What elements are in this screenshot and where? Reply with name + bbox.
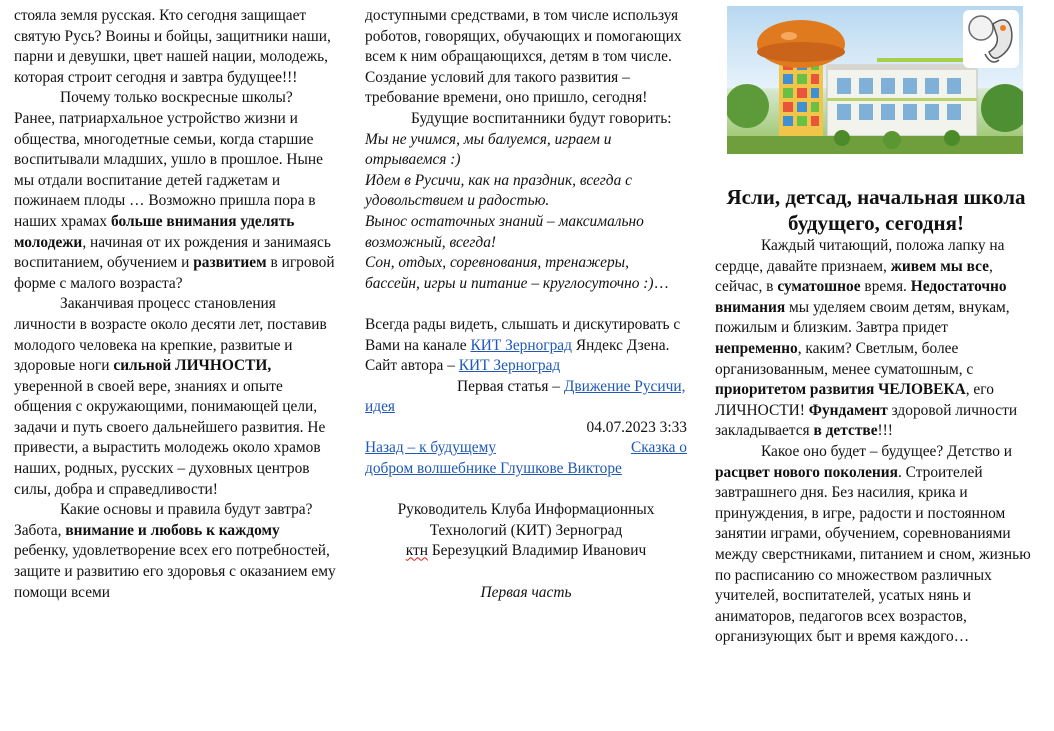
column-3 bbox=[715, 6, 1037, 648]
column-2 bbox=[365, 6, 687, 603]
headline: Ясли, детсад, начальная школа будущего, сегодня! bbox=[726, 185, 1026, 235]
part-label: Первая часть bbox=[480, 583, 572, 601]
signature-name: ктн Березуцкий Владимир Иванович bbox=[405, 542, 647, 560]
signature-title: Руководитель Клуба Информационных Технологий (КИТ) Зерноград bbox=[397, 501, 655, 539]
first-article-line: Первая статья – Движение Русичи, идея bbox=[365, 377, 686, 416]
tale-link-part-1[interactable]: Сказка о bbox=[630, 439, 687, 457]
tale-link-line bbox=[365, 459, 687, 480]
col1-paragraph-2: Почему только воскресные школы? Ранее, патриархальное устройство жизни и общества, многодетные семьи, когда старшие воспитывали младших, ушло в прошлое. Ныне мы отдали воспитание детей гаджетам и пожинаем плоды … Возможно пришла пора в наших храмах больше внимания уделять молодежи, начиная от их рождения и занимаясь воспитанием, обучением и развитием в игровой форме с малого возраста? bbox=[14, 89, 335, 292]
first-article-link[interactable]: Движение Русичи, идея bbox=[365, 377, 686, 416]
nav-links bbox=[365, 438, 687, 459]
channel-link[interactable]: КИТ Зерноград bbox=[470, 336, 572, 354]
col1-paragraph-4: Какие основы и правила будут завтра? Забота, внимание и любовь к каждому ребенку, удовлетворение всех его потребностей, защите и развитию его здоровья с оказанием ему помощи всеми bbox=[14, 501, 336, 601]
col1-paragraph-3: Заканчивая процесс становления личности в возрасте около десяти лет, поставив молодого человека на крепкие, развитые и здоровые ноги сильной ЛИЧНОСТИ, уверенной в своей вере, знаниях и опыте общения с окружающими, понимающей цели, задачи и путь своего дальнейшего развития. Не привести, а вырастить молодежь около храмов наших, родных, русских – духовных центров силы, добра и справедливости! bbox=[14, 295, 327, 498]
site-line: Сайт автора – КИТ Зерноград bbox=[365, 357, 561, 375]
quote-2: Идем в Русичи, как на праздник, всегда с удовольствием и радостью. bbox=[365, 171, 632, 210]
col3-paragraph-2: Какое оно будет – будущее? Детство и расцвет нового поколения. Строителей завтрашнего дня. Без насилия, крика и принуждения, в игре, радости и постоянном занятии играми, обучением, соревнованиями между сверстниками, питанием и сном, жизнью по расписанию со множеством различных учителей, воспитателей, усатых нянь и аниматоров, педагогов всех возрастов, организующих быт и время каждого… bbox=[715, 442, 1031, 646]
col3-paragraph-1: Каждый читающий, положа лапку на сердце, давайте признаем, живем мы все, сейчас, в суматошное время. Недостаточно внимания мы уделяем своим детям, внукам, пожилым и близким. Завтра придет непременно, каким? Светлым, более организованным, менее суматошным, с приоритетом развития ЧЕЛОВЕКА, его ЛИЧНОСТИ! Фундамент здоровой личности закладывается в детстве!!! bbox=[715, 237, 1018, 440]
kindergarten-building-image bbox=[727, 6, 1023, 154]
channel-paragraph: Всегда рады видеть, слышать и дискутировать с Вами на канале КИТ Зерноград Яндекс Дзена. bbox=[365, 315, 681, 354]
col2-paragraph-1: доступными средствами, в том числе используя роботов, говорящих, обучающих и помогающих всем к ним обращающихся, детям в том числе. Создание условий для такого развития – требование времени, оно пришло, сегодня! bbox=[365, 7, 682, 107]
col1-paragraph-1: стояла земля русская. Кто сегодня защищает святую Русь? Воины и бойцы, защитники наши, парни и девушки, цвет нашей нации, молодежь, которая строит сегодня и завтра будущее!!! bbox=[14, 7, 331, 86]
tale-link-part-2[interactable]: добром волшебнике Глушкове Викторе bbox=[365, 460, 622, 478]
back-link[interactable]: Назад – к будущему bbox=[365, 439, 497, 457]
quote-1: Мы не учимся, мы балуемся, играем и отрываемся :) bbox=[365, 130, 612, 169]
col2-paragraph-2: Будущие воспитанники будут говорить: bbox=[411, 109, 672, 127]
quote-4: Сон, отдых, соревнования, тренажеры, бассейн, игры и питание – круглосуточно :)… bbox=[365, 254, 669, 292]
column-1 bbox=[14, 6, 336, 603]
mascot-logo-icon bbox=[963, 10, 1019, 68]
quote-3: Вынос остаточных знаний – максимально возможный, всегда! bbox=[365, 212, 644, 251]
date: 04.07.2023 3:33 bbox=[586, 418, 687, 436]
site-link[interactable]: КИТ Зерноград bbox=[458, 357, 561, 375]
